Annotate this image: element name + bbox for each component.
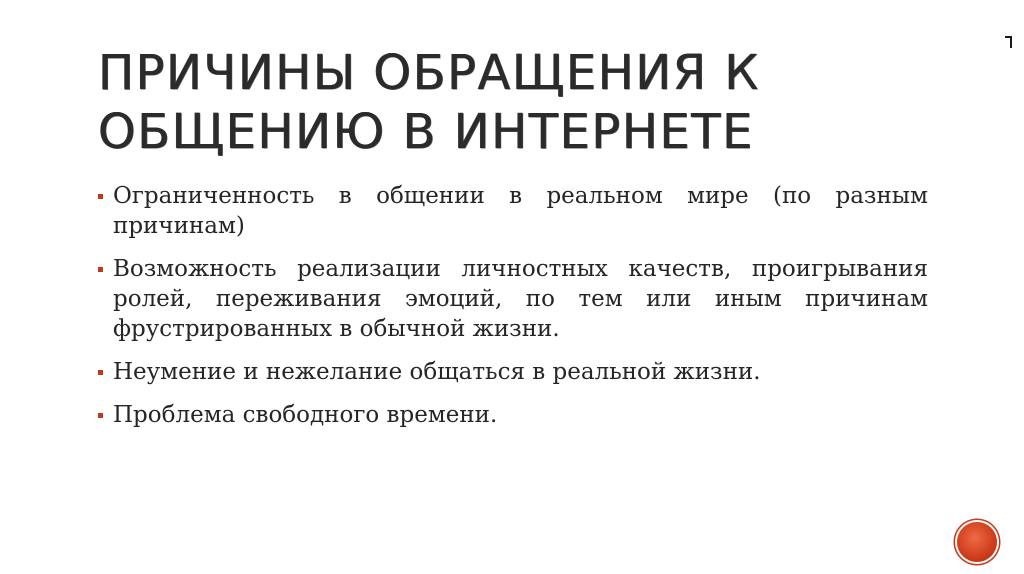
square-bullet-icon — [98, 194, 103, 199]
square-bullet-icon — [98, 413, 103, 418]
bullet-text: Возможность реализации личностных качеств, проигрывания ролей, переживания эмоций, по тем или иным причинам фрустрированных в обычной жизни. — [113, 256, 928, 342]
bullet-item — [98, 357, 928, 387]
slide-title-line-1: ПРИЧИНЫ ОБРАЩЕНИЯ К — [98, 45, 760, 101]
bullet-item — [98, 400, 928, 430]
slide-title — [98, 44, 958, 162]
bullet-text: Проблема свободного времени. — [113, 402, 498, 428]
bullet-list — [98, 181, 928, 443]
slide-title-line-2: ОБЩЕНИЮ В ИНТЕРНЕТЕ — [98, 104, 754, 160]
bullet-item — [98, 254, 928, 344]
square-bullet-icon — [98, 267, 103, 272]
square-bullet-icon — [98, 370, 103, 375]
bullet-text: Неумение и нежелание общаться в реальной жизни. — [113, 359, 761, 385]
next-slide-button[interactable] — [957, 522, 997, 562]
corner-bracket-icon — [1004, 36, 1012, 49]
bullet-item — [98, 181, 928, 241]
bullet-text: Ограниченность в общении в реальном мире (по разным причинам) — [113, 183, 928, 239]
